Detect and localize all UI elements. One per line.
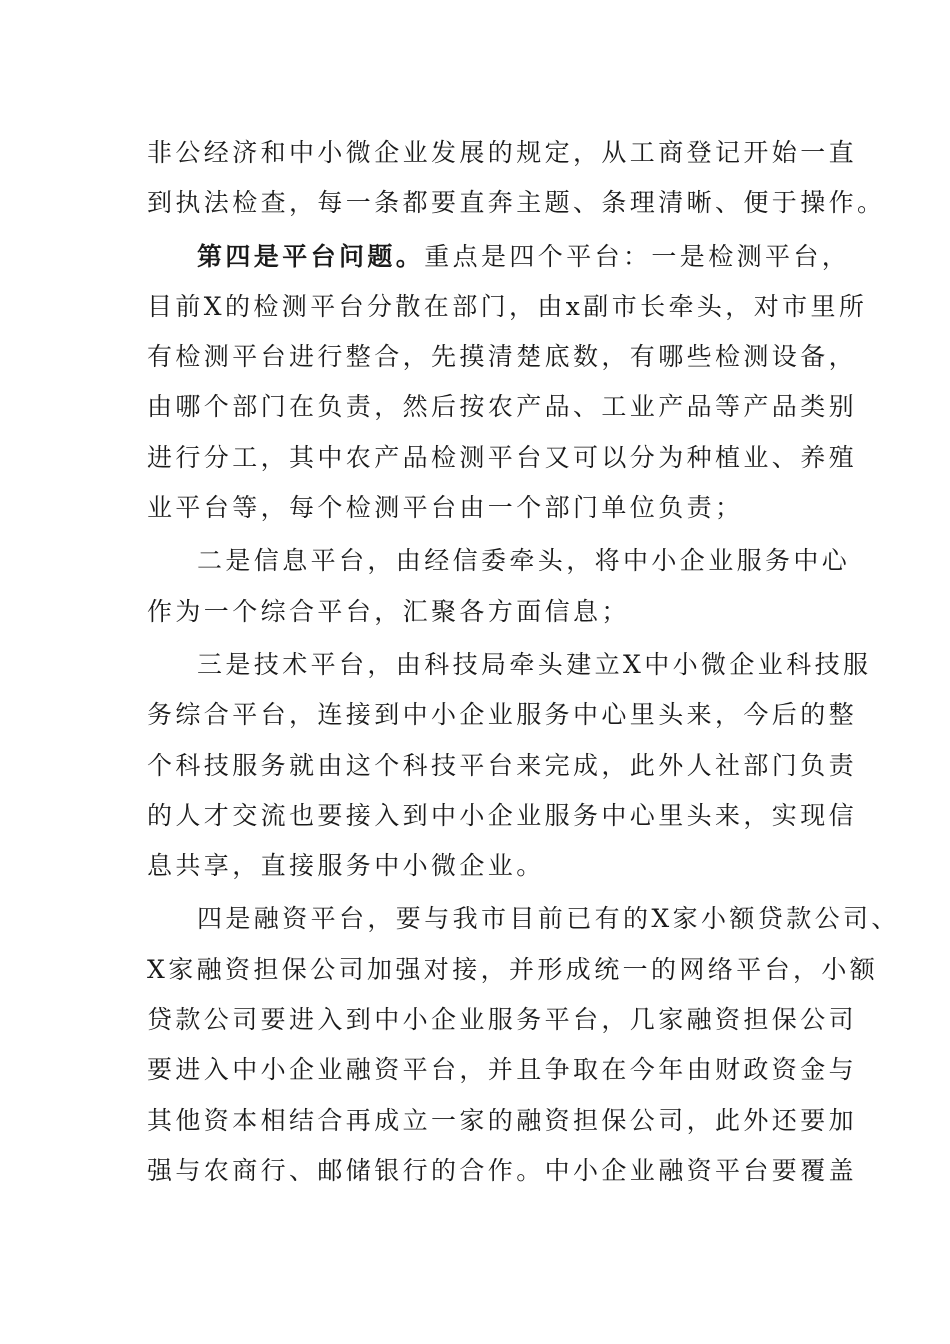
paragraph-technology-platform: [147, 640, 872, 891]
document-body: [147, 128, 900, 1196]
text-line: 个科技服务就由这个科技平台来完成，此外人社部门负责: [147, 750, 858, 780]
text-line: 其他资本相结合再成立一家的融资担保公司，此外还要加: [147, 1105, 858, 1135]
section-heading: 第四是平台问题。: [197, 241, 425, 271]
text-line: 强与农商行、邮储银行的合作。中小企业融资平台要覆盖: [147, 1155, 858, 1185]
text-line: 要进入中小企业融资平台，并且争取在今年由财政资金与: [147, 1055, 858, 1085]
paragraph-financing-platform: [147, 894, 900, 1196]
text-line: 进行分工，其中农产品检测平台又可以分为种植业、养殖: [147, 442, 858, 472]
text-line: 务综合平台，连接到中小企业服务中心里头来，今后的整: [147, 700, 858, 730]
text-line: 四是融资平台，要与我市目前已有的X家小额贷款公司、: [197, 904, 900, 934]
text-line: 三是技术平台，由科技局牵头建立X中小微企业科技服: [197, 649, 872, 679]
paragraph-platform-issues: [147, 232, 868, 534]
text-line: 到执法检查，每一条都要直奔主题、条理清晰、便于操作。: [147, 188, 886, 218]
text-fragment: 重点是四个平台：一是检测平台，: [424, 241, 851, 271]
text-line: 息共享，直接服务中小微企业。: [147, 851, 545, 881]
text-line: [147, 232, 851, 282]
text-line: 目前X的检测平台分散在部门，由x副市长牵头，对市里所: [147, 291, 868, 321]
text-line: X家融资担保公司加强对接，并形成统一的网络平台，小额: [147, 954, 879, 984]
paragraph-information-platform: [147, 536, 851, 637]
text-line: 由哪个部门在负责，然后按农产品、工业产品等产品类别: [147, 392, 858, 422]
text-line: 作为一个综合平台，汇聚各方面信息；: [147, 596, 630, 626]
text-line: 二是信息平台，由经信委牵头，将中小企业服务中心: [197, 546, 851, 576]
text-line: 非公经济和中小微企业发展的规定，从工商登记开始一直: [147, 138, 858, 167]
text-line: 业平台等，每个检测平台由一个部门单位负责；: [147, 493, 744, 523]
paragraph-continuation: [147, 128, 886, 229]
text-line: 有检测平台进行整合，先摸清楚底数，有哪些检测设备，: [147, 342, 858, 372]
text-line: 的人才交流也要接入到中小企业服务中心里头来，实现信: [147, 800, 858, 830]
text-line: 贷款公司要进入到中小企业服务平台，几家融资担保公司: [147, 1005, 858, 1035]
